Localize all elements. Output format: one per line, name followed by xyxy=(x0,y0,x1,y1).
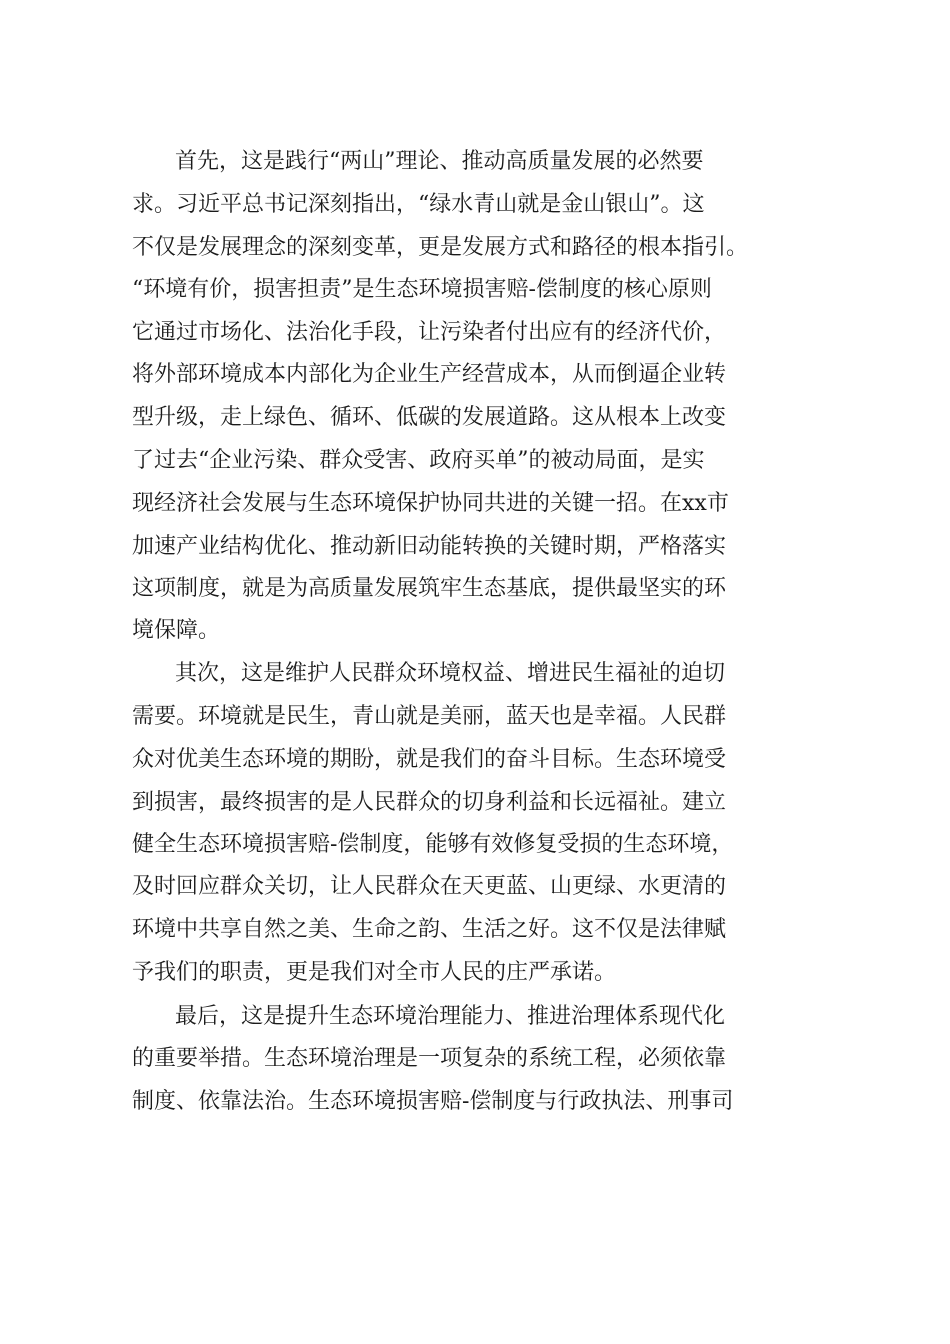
paragraph-1-line-3: 不仅是发展理念的深刻变革，更是发展方式和路径的根本指引。 xyxy=(132,235,749,260)
paragraph-2-line-6: 及时回应群众关切，让人民群众在天更蓝、山更绿、水更清的 xyxy=(132,874,727,899)
paragraph-3-line-2: 的重要举措。生态环境治理是一项复杂的系统工程，必须依靠 xyxy=(132,1046,727,1071)
paragraph-1-line-10: 加速产业结构优化、推动新旧动能转换的关键时期，严格落实 xyxy=(132,534,727,559)
paragraph-1-line-4: “环境有价，损害担责”是生态环境损害赔-偿制度的核心原则 xyxy=(132,277,712,302)
paragraph-1-line-9: 现经济社会发展与生态环境保护协同共进的关键一招。在xx市 xyxy=(132,491,729,516)
paragraph-2-line-7: 环境中共享自然之美、生命之韵、生活之好。这不仅是法律赋 xyxy=(132,917,727,942)
paragraph-3-line-1: 最后，这是提升生态环境治理能力、推进治理体系现代化 xyxy=(175,1004,726,1029)
paragraph-1-line-7: 型升级，走上绿色、循环、低碳的发展道路。这从根本上改变 xyxy=(132,405,727,430)
paragraph-2-line-2: 需要。环境就是民生，青山就是美丽，蓝天也是幸福。人民群 xyxy=(132,704,727,729)
paragraph-1-line-1: 首先，这是践行“两山”理论、推动高质量发展的必然要 xyxy=(175,149,704,174)
paragraph-1-line-6: 将外部环境成本内部化为企业生产经营成本，从而倒逼企业转 xyxy=(132,362,727,387)
paragraph-2-line-3: 众对优美生态环境的期盼，就是我们的奋斗目标。生态环境受 xyxy=(132,747,727,772)
paragraph-3-line-3: 制度、依靠法治。生态环境损害赔-偿制度与行政执法、刑事司 xyxy=(132,1089,734,1114)
paragraph-1-line-8: 了过去“企业污染、群众受害、政府买单”的被动局面，是实 xyxy=(132,448,705,473)
paragraph-2-line-1: 其次，这是维护人民群众环境权益、增进民生福祉的迫切 xyxy=(175,661,726,686)
paragraph-1-line-12: 境保障。 xyxy=(132,618,221,643)
paragraph-2-line-8: 予我们的职责，更是我们对全市人民的庄严承诺。 xyxy=(132,960,617,985)
paragraph-1-line-11: 这项制度，就是为高质量发展筑牢生态基底，提供最坚实的环 xyxy=(132,576,727,601)
paragraph-1-line-2: 求。习近平总书记深刻指出，“绿水青山就是金山银山”。这 xyxy=(132,192,705,217)
paragraph-2-line-5: 健全生态环境损害赔-偿制度，能够有效修复受损的生态环境， xyxy=(132,832,734,857)
paragraph-1-line-5: 它通过市场化、法治化手段，让污染者付出应有的经济代价， xyxy=(132,320,727,345)
paragraph-2-line-4: 到损害，最终损害的是人民群众的切身利益和长远福祉。建立 xyxy=(132,790,727,815)
